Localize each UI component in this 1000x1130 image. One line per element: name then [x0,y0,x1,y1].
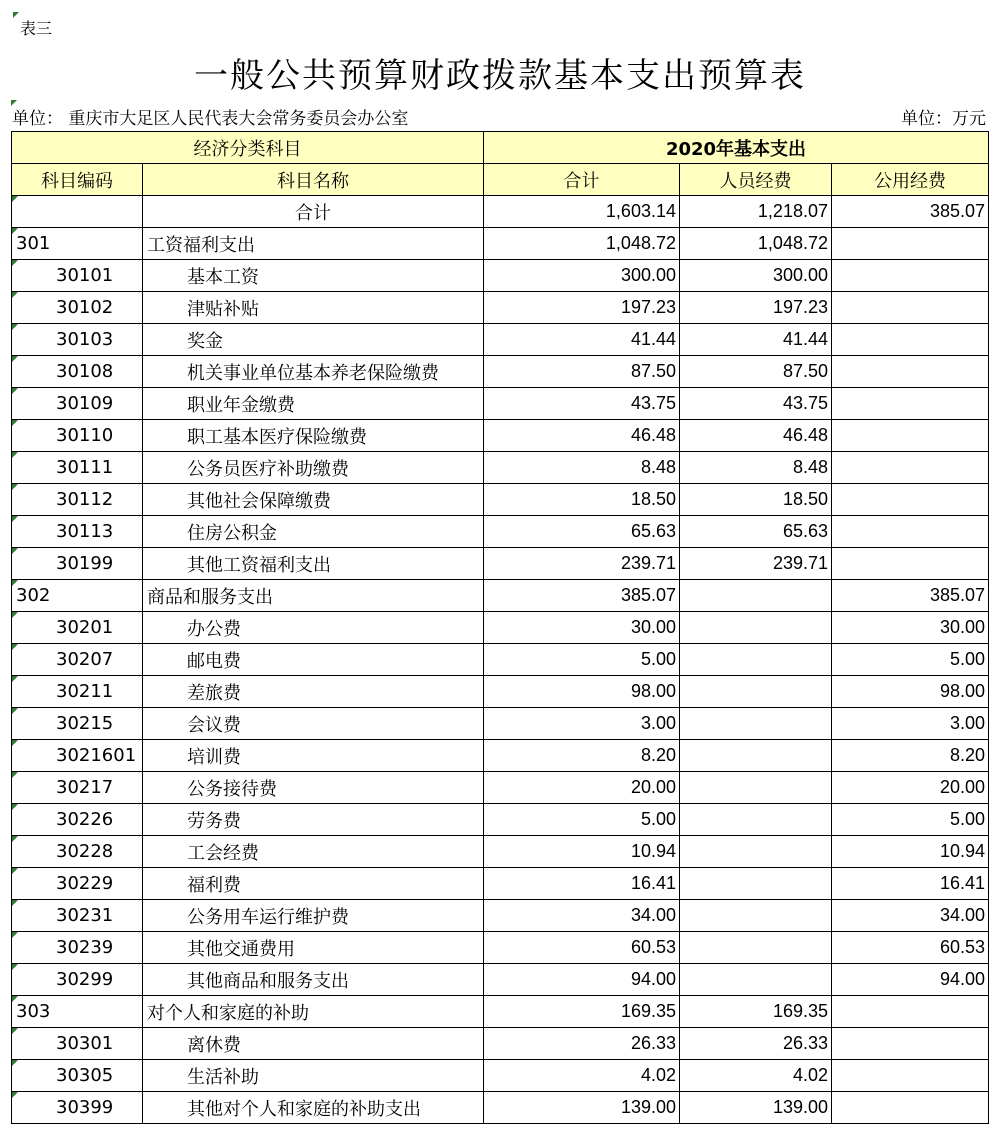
total-cell: 169.35 [484,996,680,1028]
cell-marker [12,1092,18,1098]
cell-marker [12,612,18,618]
table-row [12,1028,989,1060]
header-group-row [12,132,989,164]
table-row [12,356,989,388]
public-cell [832,420,989,452]
name-cell: 职业年金缴费 [143,388,484,420]
cell-marker [12,900,18,906]
code-cell: 301 [12,228,143,260]
cell-marker [12,1060,18,1066]
table-row [12,548,989,580]
personnel-cell [680,772,832,804]
table-row [12,228,989,260]
total-cell: 65.63 [484,516,680,548]
code-cell: 30301 [12,1028,143,1060]
personnel-cell [680,964,832,996]
table-row [12,1092,989,1124]
personnel-cell: 41.44 [680,324,832,356]
code-cell: 30109 [12,388,143,420]
total-cell: 16.41 [484,868,680,900]
name-cell: 劳务费 [143,804,484,836]
public-cell: 20.00 [832,772,989,804]
name-cell: 对个人和家庭的补助 [143,996,484,1028]
total-cell: 8.20 [484,740,680,772]
name-cell: 福利费 [143,868,484,900]
personnel-cell: 239.71 [680,548,832,580]
personnel-cell [680,804,832,836]
table-body [12,196,989,1124]
cell-marker [12,324,18,330]
personnel-cell: 26.33 [680,1028,832,1060]
public-cell: 34.00 [832,900,989,932]
cell-marker [12,292,18,298]
cell-marker [12,740,18,746]
public-cell [832,260,989,292]
public-cell [832,356,989,388]
total-cell: 300.00 [484,260,680,292]
code-cell: 30111 [12,452,143,484]
table-row [12,452,989,484]
cell-marker [12,708,18,714]
personnel-cell [680,612,832,644]
total-cell: 20.00 [484,772,680,804]
total-cell: 46.48 [484,420,680,452]
table-row [12,324,989,356]
personnel-cell: 65.63 [680,516,832,548]
total-cell: 4.02 [484,1060,680,1092]
total-cell: 10.94 [484,836,680,868]
public-cell: 8.20 [832,740,989,772]
total-cell: 5.00 [484,804,680,836]
personnel-cell [680,708,832,740]
total-cell: 87.50 [484,356,680,388]
code-cell: 30239 [12,932,143,964]
name-cell: 培训费 [143,740,484,772]
personnel-cell [680,676,832,708]
code-cell: 302 [12,580,143,612]
name-cell: 其他工资福利支出 [143,548,484,580]
table-row [12,388,989,420]
code-cell: 30229 [12,868,143,900]
name-cell: 生活补助 [143,1060,484,1092]
header-group-left: 经济分类科目 [12,132,484,164]
public-cell: 16.41 [832,868,989,900]
cell-marker [12,196,18,202]
public-cell [832,548,989,580]
personnel-cell: 46.48 [680,420,832,452]
cell-marker [12,356,18,362]
table-row [12,868,989,900]
public-cell: 98.00 [832,676,989,708]
public-cell [832,388,989,420]
name-cell: 公务用车运行维护费 [143,900,484,932]
col-total-header: 合计 [484,164,680,196]
public-cell: 10.94 [832,836,989,868]
total-cell: 3.00 [484,708,680,740]
name-cell: 奖金 [143,324,484,356]
col-public-header: 公用经费 [832,164,989,196]
table-row [12,1060,989,1092]
code-cell [12,196,143,228]
total-cell: 98.00 [484,676,680,708]
page-title: 一般公共预算财政拨款基本支出预算表 [194,56,806,96]
cell-marker [12,996,18,1002]
code-cell: 30399 [12,1092,143,1124]
name-cell: 办公费 [143,612,484,644]
personnel-cell: 300.00 [680,260,832,292]
cell-marker [12,548,18,554]
public-cell [832,484,989,516]
total-cell: 43.75 [484,388,680,420]
header-group-right: 2020年基本支出 [484,132,989,164]
personnel-cell: 197.23 [680,292,832,324]
code-cell: 30217 [12,772,143,804]
cell-marker [12,1028,18,1034]
table-row [12,708,989,740]
code-cell: 30108 [12,356,143,388]
header-columns-row [12,164,989,196]
cell-marker [12,420,18,426]
personnel-cell [680,900,832,932]
code-cell: 30101 [12,260,143,292]
name-cell: 津贴补贴 [143,292,484,324]
cell-marker [12,676,18,682]
total-cell: 139.00 [484,1092,680,1124]
personnel-cell: 43.75 [680,388,832,420]
public-cell: 3.00 [832,708,989,740]
public-cell [832,996,989,1028]
name-cell: 其他对个人和家庭的补助支出 [143,1092,484,1124]
public-cell: 94.00 [832,964,989,996]
cell-marker [12,804,18,810]
personnel-cell [680,932,832,964]
total-cell: 18.50 [484,484,680,516]
total-cell: 60.53 [484,932,680,964]
public-cell [832,1092,989,1124]
cell-marker [12,932,18,938]
table-row [12,292,989,324]
cell-marker [12,580,18,586]
table-row [12,836,989,868]
personnel-cell: 1,218.07 [680,196,832,228]
table-row [12,772,989,804]
total-cell: 197.23 [484,292,680,324]
code-cell: 303 [12,996,143,1028]
cell-marker [12,868,18,874]
table-row [12,196,989,228]
budget-table [11,131,989,1124]
table-row [12,260,989,292]
code-cell: 30299 [12,964,143,996]
public-cell [832,1060,989,1092]
public-cell [832,324,989,356]
public-cell: 5.00 [832,644,989,676]
code-cell: 3021601 [12,740,143,772]
name-cell: 其他交通费用 [143,932,484,964]
personnel-cell [680,644,832,676]
personnel-cell: 169.35 [680,996,832,1028]
code-cell: 30112 [12,484,143,516]
name-cell: 工会经费 [143,836,484,868]
unit-right: 单位：万元 [901,109,986,129]
code-cell: 30201 [12,612,143,644]
col-personnel-header: 人员经费 [680,164,832,196]
cell-marker [12,772,18,778]
cell-marker [12,644,18,650]
cell-marker [12,836,18,842]
personnel-cell [680,740,832,772]
name-cell: 住房公积金 [143,516,484,548]
table-row [12,676,989,708]
total-cell: 30.00 [484,612,680,644]
cell-marker [12,516,18,522]
code-cell: 30228 [12,836,143,868]
code-cell: 30215 [12,708,143,740]
doc-label: 表三 [20,19,53,38]
total-cell: 26.33 [484,1028,680,1060]
public-cell [832,292,989,324]
table-row [12,996,989,1028]
cell-marker [12,452,18,458]
name-cell: 商品和服务支出 [143,580,484,612]
personnel-cell: 1,048.72 [680,228,832,260]
table-row [12,420,989,452]
name-cell: 会议费 [143,708,484,740]
code-cell: 30207 [12,644,143,676]
total-cell: 1,048.72 [484,228,680,260]
public-cell: 5.00 [832,804,989,836]
total-cell: 34.00 [484,900,680,932]
public-cell [832,516,989,548]
personnel-cell [680,836,832,868]
personnel-cell [680,580,832,612]
name-cell: 公务接待费 [143,772,484,804]
code-cell: 30103 [12,324,143,356]
name-cell: 基本工资 [143,260,484,292]
name-cell: 离休费 [143,1028,484,1060]
corner-marker [13,12,19,18]
name-cell: 公务员医疗补助缴费 [143,452,484,484]
table-row [12,612,989,644]
table-row [12,804,989,836]
code-cell: 30102 [12,292,143,324]
name-cell: 其他商品和服务支出 [143,964,484,996]
total-cell: 94.00 [484,964,680,996]
total-cell: 1,603.14 [484,196,680,228]
total-cell: 8.48 [484,452,680,484]
personnel-cell [680,868,832,900]
personnel-cell: 18.50 [680,484,832,516]
public-cell: 30.00 [832,612,989,644]
total-cell: 41.44 [484,324,680,356]
col-name-header: 科目名称 [143,164,484,196]
code-cell: 30226 [12,804,143,836]
public-cell [832,228,989,260]
code-cell: 30199 [12,548,143,580]
unit-left: 单位： 重庆市大足区人民代表大会常务委员会办公室 [12,109,409,129]
table-row [12,516,989,548]
code-cell: 30231 [12,900,143,932]
table-row [12,900,989,932]
name-cell: 其他社会保障缴费 [143,484,484,516]
personnel-cell: 8.48 [680,452,832,484]
name-cell: 合计 [143,196,484,228]
table-row [12,484,989,516]
total-cell: 5.00 [484,644,680,676]
public-cell: 60.53 [832,932,989,964]
public-cell: 385.07 [832,580,989,612]
code-cell: 30305 [12,1060,143,1092]
total-cell: 239.71 [484,548,680,580]
table-row [12,964,989,996]
public-cell [832,452,989,484]
cell-marker [12,228,18,234]
cell-marker [12,388,18,394]
table-row [12,932,989,964]
total-cell: 385.07 [484,580,680,612]
name-cell: 机关事业单位基本养老保险缴费 [143,356,484,388]
code-cell: 30211 [12,676,143,708]
table-row [12,644,989,676]
public-cell [832,1028,989,1060]
code-cell: 30110 [12,420,143,452]
public-cell: 385.07 [832,196,989,228]
code-cell: 30113 [12,516,143,548]
col-code-header: 科目编码 [12,164,143,196]
personnel-cell: 139.00 [680,1092,832,1124]
personnel-cell: 4.02 [680,1060,832,1092]
name-cell: 工资福利支出 [143,228,484,260]
cell-marker [12,484,18,490]
name-cell: 邮电费 [143,644,484,676]
personnel-cell: 87.50 [680,356,832,388]
table-row [12,580,989,612]
cell-marker [12,964,18,970]
table-row [12,740,989,772]
name-cell: 差旅费 [143,676,484,708]
name-cell: 职工基本医疗保险缴费 [143,420,484,452]
cell-marker [12,260,18,266]
